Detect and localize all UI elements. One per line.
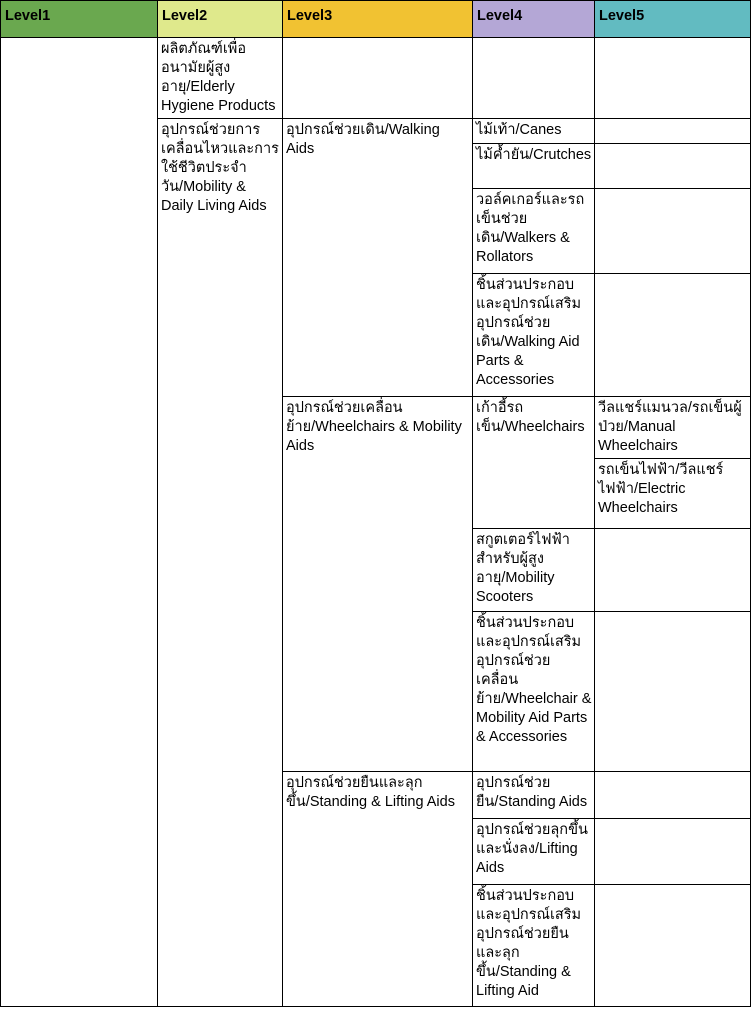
header-row: [1, 1, 751, 38]
level3-cell: อุปกรณ์ช่วยยืนและลุกขึ้น/Standing & Lifting Aids: [283, 772, 473, 1007]
level3-cell: [283, 38, 473, 119]
level5-cell: [595, 119, 751, 144]
level3-cell: อุปกรณ์ช่วยเดิน/Walking Aids: [283, 119, 473, 397]
level5-cell: [595, 189, 751, 274]
level2-cell: ผลิตภัณฑ์เพื่ออนามัยผู้สูงอายุ/Elderly Hygiene Products: [158, 38, 283, 119]
level4-cell: ชิ้นส่วนประกอบและอุปกรณ์เสริมอุปกรณ์ช่วยเคลื่อนย้าย/Wheelchair & Mobility Aid Parts & Accessories: [473, 612, 595, 772]
level5-cell: [595, 819, 751, 885]
level5-cell: [595, 529, 751, 612]
level5-cell: รถเข็นไฟฟ้า/วีลแชร์ไฟฟ้า/Electric Wheelchairs: [595, 459, 751, 529]
level4-cell: อุปกรณ์ช่วยยืน/Standing Aids: [473, 772, 595, 819]
level1-cell: [1, 38, 158, 1007]
level4-cell: [473, 38, 595, 119]
level5-cell: [595, 274, 751, 397]
level4-cell: ชิ้นส่วนประกอบและอุปกรณ์เสริมอุปกรณ์ช่วยยืนและลุกขึ้น/Standing & Lifting Aid: [473, 885, 595, 1007]
level4-cell: อุปกรณ์ช่วยลุกขึ้นและนั่งลง/Lifting Aids: [473, 819, 595, 885]
level5-cell: [595, 612, 751, 772]
level5-cell: [595, 38, 751, 119]
level4-cell: ไม้ค้ำยัน/Crutches: [473, 144, 595, 189]
level5-cell: วีลแชร์แมนวล/รถเข็นผู้ป่วย/Manual Wheelchairs: [595, 397, 751, 459]
level5-cell: [595, 772, 751, 819]
level5-cell: [595, 144, 751, 189]
header-level1: Level1: [1, 1, 158, 38]
level4-cell: วอล์คเกอร์และรถเข็นช่วยเดิน/Walkers & Rollators: [473, 189, 595, 274]
level2-cell: อุปกรณ์ช่วยการเคลื่อนไหวและการใช้ชีวิตประจำวัน/Mobility & Daily Living Aids: [158, 119, 283, 1007]
header-level3: Level3: [283, 1, 473, 38]
level3-cell: อุปกรณ์ช่วยเคลื่อนย้าย/Wheelchairs & Mobility Aids: [283, 397, 473, 772]
level4-cell: ไม้เท้า/Canes: [473, 119, 595, 144]
level4-cell: เก้าอี้รถเข็น/Wheelchairs: [473, 397, 595, 529]
level4-cell: ชิ้นส่วนประกอบและอุปกรณ์เสริมอุปกรณ์ช่วยเดิน/Walking Aid Parts & Accessories: [473, 274, 595, 397]
level4-cell: สกูตเตอร์ไฟฟ้าสำหรับผู้สูงอายุ/Mobility Scooters: [473, 529, 595, 612]
header-level5: Level5: [595, 1, 751, 38]
header-level4: Level4: [473, 1, 595, 38]
header-level2: Level2: [158, 1, 283, 38]
table-row: [1, 38, 751, 119]
level5-cell: [595, 885, 751, 1007]
